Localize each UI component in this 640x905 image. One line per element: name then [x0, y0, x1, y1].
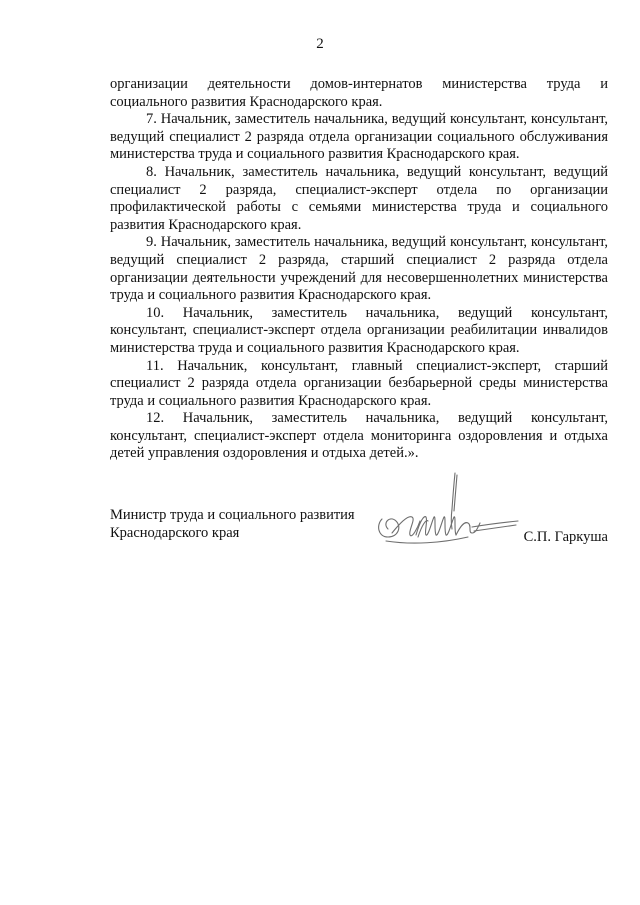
signer-name: С.П. Гаркуша [523, 529, 608, 545]
signer-title-line1: Министр труда и социального развития [110, 507, 355, 523]
document-body [110, 76, 608, 463]
list-item-10: 10. Начальник, заместитель начальника, ведущий консультант, консультант, специалист-эксперт отдела организации реабилитации инвалидов министерства труда и социального развития Краснодарского края. [110, 304, 608, 356]
signature-block [110, 507, 608, 567]
list-item-9: 9. Начальник, заместитель начальника, ведущий консультант, консультант, ведущий специалист 2 разряда, старший специалист 2 разряда отдела организации деятельности учреждений для несовершеннолетних министерства труда и социального развития Краснодарского края. [110, 234, 608, 304]
list-item-11: 11. Начальник, консультант, главный специалист-эксперт, старший специалист 2 разряда отдела организации безбарьерной среды министерства труда и социального развития Краснодарского края. [110, 357, 608, 409]
list-item-12: 12. Начальник, заместитель начальника, ведущий консультант, консультант, специалист-эксперт отдела мониторинга оздоровления и отдыха детей управления оздоровления и отдыха детей.». [110, 410, 608, 462]
handwritten-signature-icon [372, 471, 522, 561]
signer-title [110, 507, 355, 542]
list-item-7: 7. Начальник, заместитель начальника, ведущий консультант, консультант, ведущий специалист 2 разряда отдела организации социального обслуживания министерства труда и социального развития Краснодарского края. [110, 111, 608, 163]
page-number: 2 [316, 36, 324, 52]
paragraph-continuation: организации деятельности домов-интернатов министерства труда и социального развития Краснодарского края. [110, 76, 608, 110]
signer-title-line2: Краснодарского края [110, 524, 240, 541]
list-item-8: 8. Начальник, заместитель начальника, ведущий консультант, ведущий специалист 2 разряда, специалист-эксперт отдела по организации профилактической работы с семьями министерства труда и социального развития Краснодарского края. [110, 163, 608, 233]
